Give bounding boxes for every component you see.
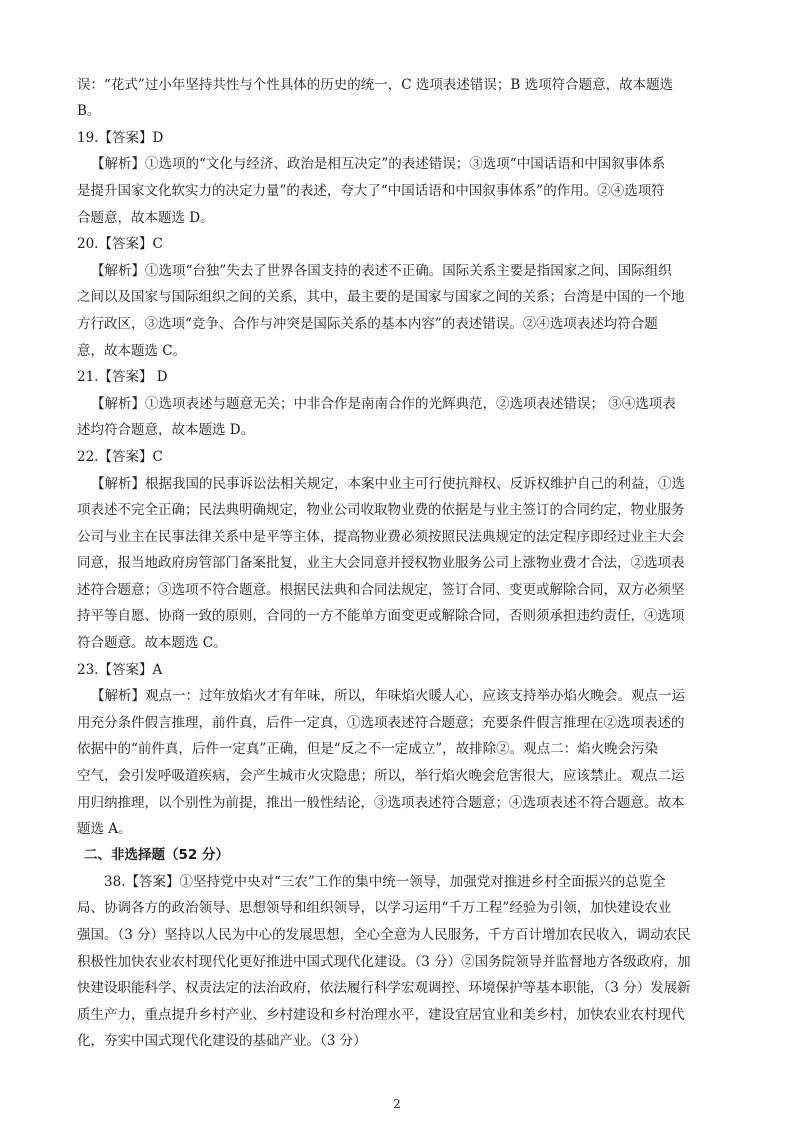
text-line: 快建设职能科学、权责法定的法治政府，依法履行科学宏观调控、环境保护等基本职能，（3 分）发展新: [77, 980, 691, 996]
text-line: 意，故本题选 C。: [77, 343, 187, 359]
page-number: 2: [393, 1097, 401, 1111]
answer-heading-20: 20.【答案】C: [77, 236, 163, 252]
text-line: 持平等自愿、协商一致的原则，合同的一方不能单方面变更或解除合同，否则须承担违约责任，④选项: [77, 608, 685, 624]
analysis-line: 【解析】根据我国的民事诉讼法相关规定，本案中业主可行使抗辩权、反诉权维护自己的利益，①选: [91, 476, 685, 492]
text-line: 用充分条件假言推理，前件真，后件一定真，①选项表述符合题意；充要条件假言推理在②选项表述的: [77, 715, 685, 731]
text-line: 方行政区，③选项“竞争、合作与冲突是国际关系的基本内容”的表述错误。②④选项表述均符合题: [77, 316, 658, 332]
answer-heading-23: 23.【答案】A: [77, 662, 163, 678]
answer-heading-22: 22.【答案】C: [77, 449, 163, 465]
text-line: 空气，会引发呼吸道疾病，会产生城市火灾隐患；所以，举行焰火晚会危害很大，应该禁止。观点二运: [77, 768, 685, 784]
text-line: 积极性加快农业农村现代化更好推进中国式现代化建设。（3 分）②国务院领导并监督地方各级政府，加: [77, 954, 691, 970]
answer-heading-38: 38.【答案】①坚持党中央对“三农”工作的集中统一领导，加强党对推进乡村全面振兴的总览全: [104, 874, 666, 890]
text-line: 化，夯实中国式现代化建设的基础产业。（3 分）: [77, 1033, 367, 1049]
text-line: 局、协调各方的政治领导、思想领导和组织领导，以学习运用“千万工程”经验为引领，加快建设农业: [77, 900, 672, 916]
answer-heading-19: 19.【答案】D: [77, 130, 164, 146]
analysis-line: 【解析】观点一：过年放焰火才有年味，所以，年味焰火暖人心，应该支持举办焰火晚会。观点一运: [91, 688, 685, 704]
text-line: 述符合题意；③选项不符合题意。根据民法典和合同法规定，签订合同、变更或解除合同，双方必须坚: [77, 582, 685, 598]
analysis-line: 【解析】①选项表述与题意无关；中非合作是南南合作的光辉典范，②选项表述错误； ③④选项表: [91, 396, 676, 412]
text-line: 之间以及国家与国际组织之间的关系，其中，最主要的是国家与国家之间的关系；台湾是中国的一个地: [77, 289, 685, 305]
text-line: 公司与业主在民事法律关系中是平等主体，提高物业费必须按照民法典规定的法定程序即经过业主大会: [77, 529, 685, 545]
text-line: 符合题意。故本题选 C。: [77, 635, 227, 651]
text-line: 述均符合题意，故本题选 D。: [77, 422, 255, 438]
text-line: 题选 A。: [77, 821, 132, 837]
text-line: 用归纳推理，以个别性为前提，推出一般性结论，③选项表述符合题意；④选项表述不符合题意。故本: [77, 795, 685, 811]
text-line: 合题意，故本题选 D。: [77, 210, 214, 226]
text-line: 是提升国家文化软实力的决定力量”的表述，夸大了“中国话语和中国叙事体系”的作用。②④选项符: [77, 183, 665, 199]
text-line: 同意，报当地政府房管部门备案批复，业主大会同意并授权物业服务公司上涨物业费才合法，②选项表: [77, 555, 685, 571]
section-heading: 二、非选择题（52 分）: [84, 847, 229, 863]
text-line: 依据中的“前件真，后件一定真”正确，但是“反之不一定成立”，故排除②。观点二：焰火晚会污染: [77, 741, 659, 757]
analysis-line: 【解析】①选项“台独”失去了世界各国支持的表述不正确。国际关系主要是指国家之间、国际组织: [91, 263, 672, 279]
analysis-line: 【解析】①选项的“文化与经济、政治是相互决定”的表述错误；③选项“中国话语和中国叙事体系: [91, 156, 666, 172]
answer-heading-21: 21.【答案】 D: [77, 369, 168, 385]
text-line: 强国。（3 分）坚持以人民为中心的发展思想，全心全意为人民服务，千方百计增加农民收入，调动农民: [77, 927, 691, 943]
text-line: B。: [77, 103, 101, 119]
text-line: 项表述不完全正确；民法典明确规定，物业公司收取物业费的依据是与业主签订的合同约定，物业服务: [77, 502, 685, 518]
text-line: 质生产力，重点提升乡村产业、乡村建设和乡村治理水平，建设宜居宜业和美乡村，加快农业农村现代: [77, 1007, 685, 1023]
text-line: 误：“花式”过小年坚持共性与个性具体的历史的统一，C 选项表述错误；B 选项符合题意，故本题选: [77, 77, 674, 93]
